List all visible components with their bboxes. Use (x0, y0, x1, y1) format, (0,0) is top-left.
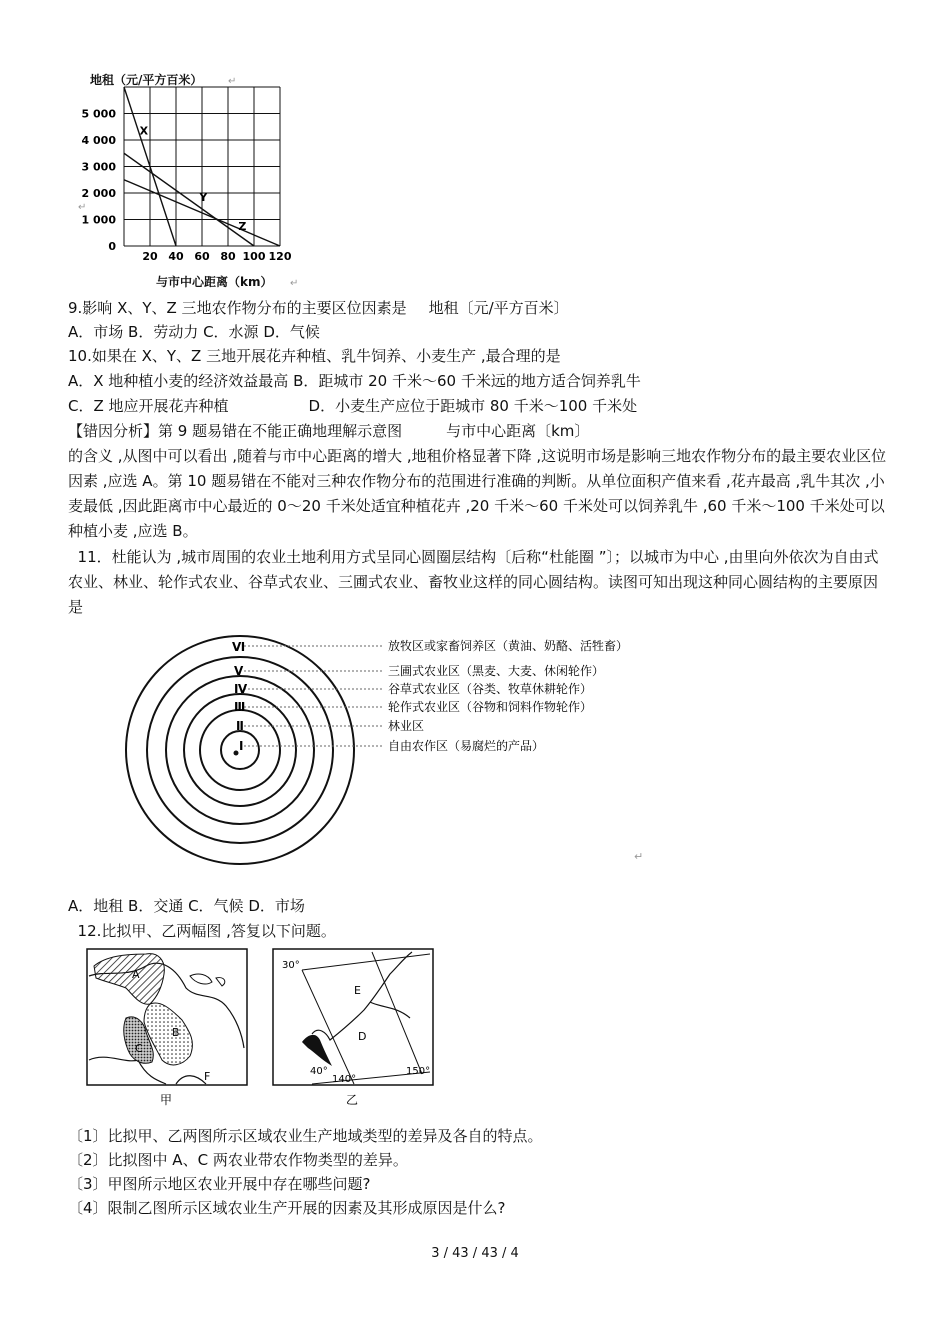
chart-x-title-return: ↵ (290, 278, 299, 289)
x-tick-label: 80 (220, 250, 236, 263)
city-center-dot (234, 751, 239, 756)
analysis-first-b: 与市中心距离〔km〕 (446, 422, 590, 440)
zone-label-2: 林业区 (388, 719, 425, 733)
chart-y-ticks (82, 108, 117, 254)
q9-stem-line (68, 296, 569, 320)
series-line-y (124, 153, 254, 246)
map-b (272, 948, 434, 1108)
y-tick-label: 4 000 (81, 134, 116, 147)
map-a-svg (86, 948, 248, 1108)
analysis-body: 的含义 ,从图中可以看出 ,随着与市中心距离的增大 ,地租价格显著下降 ,这说明市场是影响三地农作物分布的最主要农业区位因素 ,应选 A。第 10 题易错在不能对三种农作物分布的范围进行准确的判断。从单位面积产值来看 ,花卉最高 ,乳牛其次 ,小麦最低 ,因此距离市中心最近的 0～20 千米处适宜种植花卉 ,20 千米～60 千米处可以饲养乳牛 ,60 千米～100 千米处可以种植小麦 ,应选 B。 (68, 447, 887, 540)
q10-options-ab: A．X 地种植小麦的经济效益最高 B．距城市 20 千米～60 千米远的地方适合饲养乳牛 (68, 372, 641, 390)
y-tick-label: 2 000 (81, 187, 116, 200)
land-rent-chart-svg (76, 66, 316, 296)
thunen-rings-figure (120, 622, 660, 872)
map-b-lon-right: 150° (406, 1066, 431, 1077)
map-b-caption: 乙 (346, 1093, 359, 1107)
x-tick-label: 60 (194, 250, 210, 263)
analysis-first-line (68, 419, 589, 443)
map-a-caption: 甲 (160, 1093, 173, 1107)
chart-axis-return: ↵ (78, 202, 87, 213)
map-b-lat-top: 30° (282, 960, 300, 971)
land-rent-chart (76, 66, 316, 296)
zone-label-1: 自由农作区（易腐烂的产品） (388, 739, 545, 753)
y-tick-label: 1 000 (81, 213, 116, 227)
ring-numeral-1: Ⅰ (239, 739, 244, 753)
map-b-lon-left: 140° (332, 1074, 357, 1085)
map-a-letter-a: A (132, 968, 140, 981)
map-a-letter-b: B (172, 1026, 180, 1039)
q11-options: A．地租 B．交通 C．气候 D．市场 (68, 897, 305, 915)
map-b-lat-bottom: 40° (310, 1066, 328, 1077)
series-label-x: X (139, 124, 149, 138)
y-tick-label: 5 000 (81, 107, 116, 121)
ring-numeral-6: Ⅵ (232, 640, 246, 654)
page-number: 3 / 43 / 43 / 4 (431, 1246, 519, 1261)
q10-option-c: C．Z 地应开展花卉种植 (68, 397, 229, 415)
thunen-rings-svg (120, 622, 660, 872)
q12-sub4: 〔4〕限制乙图所示区域农业生产开展的因素及其形成原因是什么? (68, 1199, 506, 1217)
q10-options-cd (68, 394, 637, 418)
q11-stem: 11．杜能认为 ,城市周围的农业土地利用方式呈同心圆圈层结构〔后称“杜能圈 ”〕；以城市为中心 ,由里向外依次为自由式农业、林业、轮作式农业、谷草式农业、三圃式农业、畜牧业这样的同心圆结构。读图可知出现这种同心圆结构的主要原因是 (68, 548, 879, 616)
ring-numeral-4: Ⅳ (234, 682, 248, 696)
map-a (86, 948, 248, 1108)
chart-series-labels (140, 125, 247, 233)
chart-y-title-return: ↵ (228, 76, 237, 87)
series-label-z: Z (238, 220, 247, 234)
map-b-letter-d: D (358, 1030, 367, 1043)
chart-x-ticks (142, 250, 291, 263)
map-b-letter-e: E (354, 984, 361, 997)
x-tick-label: 100 (242, 250, 266, 263)
q12-stem: 12.比拟甲、乙两幅图 ,答复以下问题。 (68, 922, 336, 940)
q12-sub1: 〔1〕比拟甲、乙两图所示区域农业生产地域类型的差异及各自的特点。 (68, 1127, 543, 1145)
x-tick-label: 120 (268, 250, 292, 263)
q9-stem: 9.影响 X、Y、Z 三地农作物分布的主要区位因素是 (68, 299, 407, 317)
zone-label-4: 谷草式农业区（谷类、牧草休耕轮作） (388, 682, 593, 696)
series-label-y: Y (199, 190, 208, 204)
q9-options: A．市场 B．劳动力 C．水源 D．气候 (68, 323, 320, 341)
x-tick-label: 20 (142, 250, 158, 263)
chart-x-title: 与市中心距离（km） (156, 275, 273, 289)
zone-label-6: 放牧区或家畜饲养区（黄油、奶酪、活牲畜） (388, 639, 629, 653)
chart-grid (124, 87, 280, 246)
analysis-first-a: 【错因分析】第 9 题易错在不能正确地理解示意图 (68, 422, 403, 440)
zone-label-3: 轮作式农业区（谷物和饲料作物轮作） (388, 700, 593, 714)
q10-option-d: D．小麦生产应位于距城市 80 千米～100 千米处 (308, 397, 638, 415)
ring-numeral-5: Ⅴ (234, 664, 244, 678)
x-tick-label: 40 (168, 250, 184, 263)
q12-sub3: 〔3〕甲图所示地区农业开展中存在哪些问题? (68, 1175, 371, 1193)
q9-stem-tail: 地租〔元/平方百米〕 (428, 299, 569, 317)
map-a-letter-f: F (204, 1070, 211, 1083)
chart-y-title: 地租（元/平方百米） (90, 73, 203, 87)
q10-stem: 10.如果在 X、Y、Z 三地开展花卉种植、乳牛饲养、小麦生产 ,最合理的是 (68, 347, 561, 365)
ring-numeral-3: Ⅲ (234, 700, 246, 714)
figure2-return-mark: ↵ (634, 850, 644, 863)
map-b-svg (272, 948, 434, 1108)
q12-sub2: 〔2〕比拟图中 A、C 两农业带农作物类型的差异。 (68, 1151, 408, 1169)
zone-label-5: 三圃式农业区（黑麦、大麦、休闲轮作） (388, 664, 605, 678)
y-tick-label: 0 (108, 240, 116, 253)
ring-numeral-2: Ⅱ (236, 719, 244, 733)
y-tick-label: 3 000 (81, 160, 116, 174)
map-a-letter-c: C (135, 1042, 143, 1055)
